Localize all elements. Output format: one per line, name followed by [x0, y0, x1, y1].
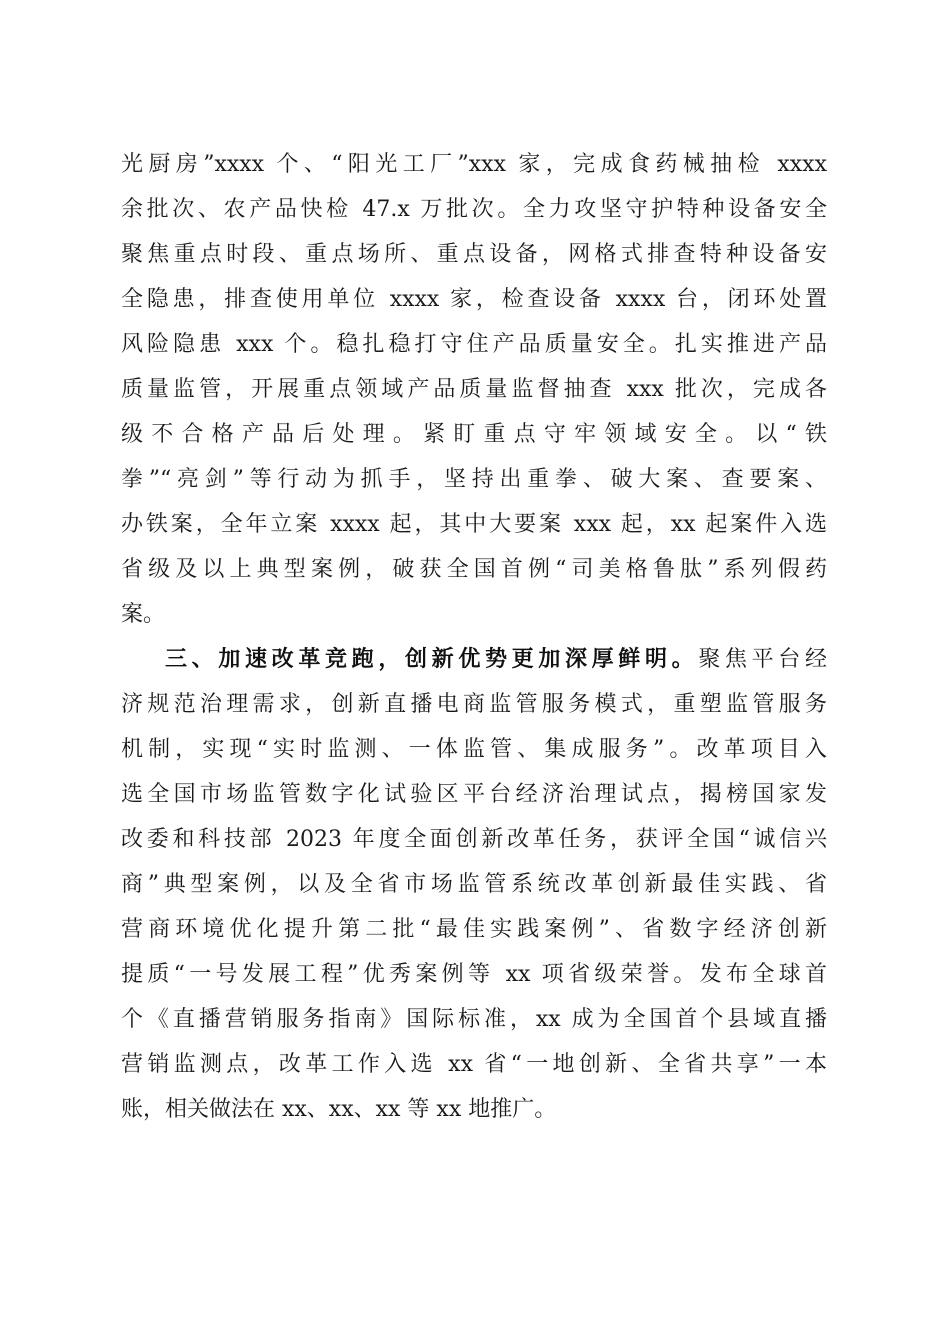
- text-line: 营销监测点，改革工作入选 xx 省“一地创新、全省共享”一本: [121, 1052, 827, 1077]
- text-line-rest: 聚焦平台经: [698, 647, 827, 672]
- text-line: 营商环境优化提升第二批“最佳实践案例”、省数字经济创新: [121, 917, 827, 942]
- text-line: 级不合格产品后处理。紧盯重点守牢领域安全。以“铁: [121, 422, 827, 447]
- text-line: 个《直播营销服务指南》国际标准，xx 成为全国首个县域直播: [121, 1007, 827, 1032]
- text-line: [121, 637, 827, 682]
- text-line: 提质“一号发展工程”优秀案例等 xx 项省级荣誉。发布全球首: [121, 962, 827, 987]
- text-line: 光厨房”xxxx 个、“阳光工厂”xxx 家，完成食药械抽检 xxxx: [121, 152, 827, 177]
- text-line: 全隐患，排查使用单位 xxxx 家，检查设备 xxxx 台，闭环处置: [121, 287, 827, 312]
- document-body: [121, 142, 827, 1132]
- text-line: 拳”“亮剑”等行动为抓手，坚持出重拳、破大案、查要案、: [121, 467, 827, 492]
- paragraph-2: [121, 637, 827, 1132]
- text-line: 案。: [121, 602, 166, 627]
- paragraph-1: [121, 142, 827, 637]
- text-line: 余批次、农产品快检 47.x 万批次。全力攻坚守护特种设备安全: [121, 197, 827, 222]
- text-line: 选全国市场监管数字化试验区平台经济治理试点，揭榜国家发: [121, 782, 827, 807]
- text-line: 商”典型案例，以及全省市场监管系统改革创新最佳实践、省: [121, 872, 827, 897]
- text-line: 聚焦重点时段、重点场所、重点设备，网格式排查特种设备安: [121, 242, 827, 267]
- text-line: 风险隐患 xxx 个。稳扎稳打守住产品质量安全。扎实推进产品: [121, 332, 827, 357]
- text-line: 办铁案，全年立案 xxxx 起，其中大要案 xxx 起，xx 起案件入选: [121, 512, 827, 537]
- text-line: 质量监管，开展重点领域产品质量监督抽查 xxx 批次，完成各: [121, 377, 827, 402]
- text-line: 改委和科技部 2023 年度全面创新改革任务，获评全国“诚信兴: [121, 827, 827, 852]
- section-heading: 三、加速改革竞跑，创新优势更加深厚鲜明。: [165, 646, 699, 672]
- text-line: 省级及以上典型案例，破获全国首例“司美格鲁肽”系列假药: [121, 557, 827, 582]
- text-line: 账，相关做法在 xx、xx、xx 等 xx 地推广。: [121, 1097, 557, 1122]
- text-line: 济规范治理需求，创新直播电商监管服务模式，重塑监管服务: [121, 692, 827, 717]
- text-line: 机制，实现“实时监测、一体监管、集成服务”。改革项目入: [121, 737, 827, 762]
